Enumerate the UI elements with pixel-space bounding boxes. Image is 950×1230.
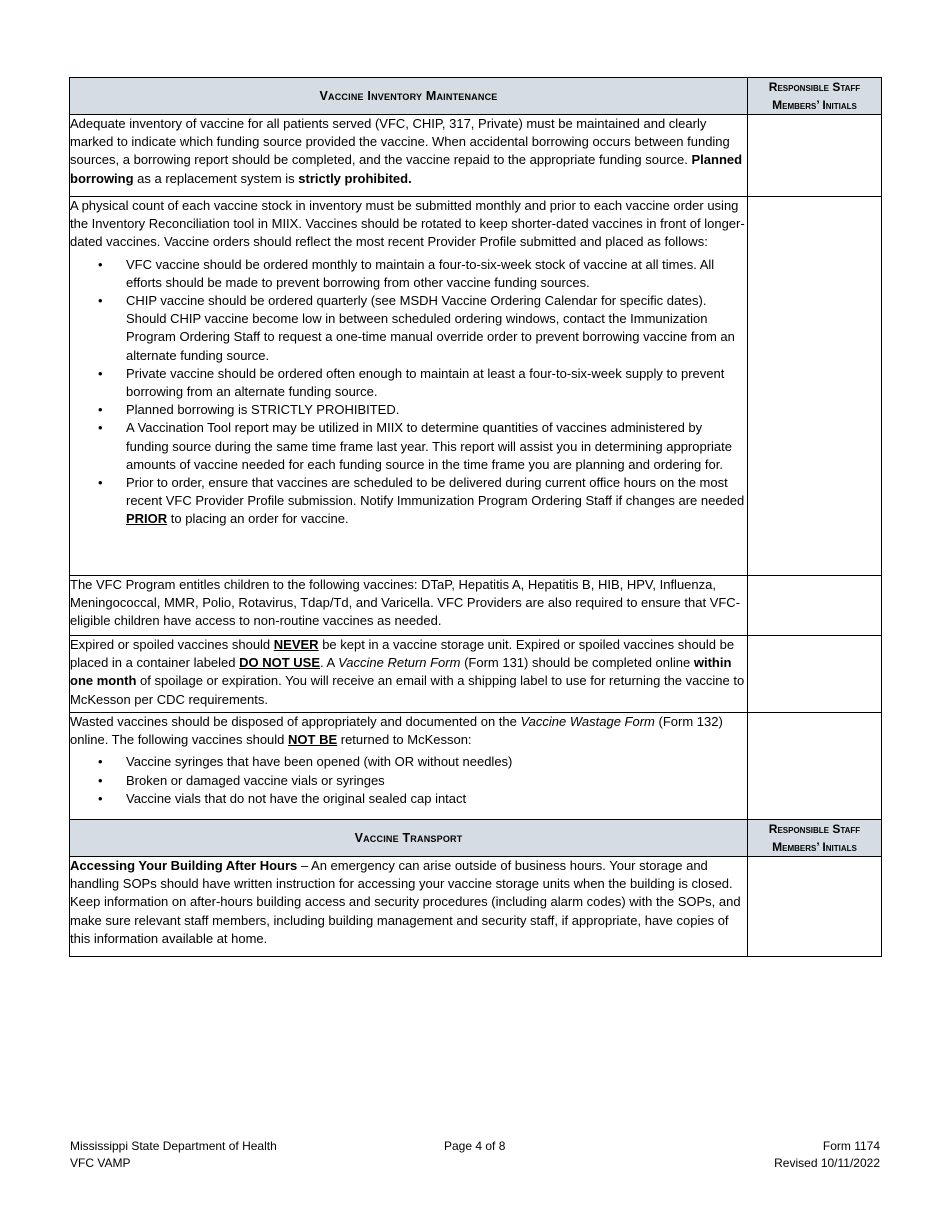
requirement-text: Adequate inventory of vaccine for all patients served (VFC, CHIP, 317, Private) must be maintained and clearly marked to indicate which funding source provided the vaccine. When accidental borrowing occurs between funding sources, a borrowing report should be completed, and the vaccine repaid to the appropriate funding source. Planned borrowing as a replacement system is strictly prohibited. (70, 115, 748, 197)
initials-column-header: Responsible Staff Members’ Initials (748, 820, 882, 857)
table-row (70, 857, 882, 957)
requirement-text: Accessing Your Building After Hours – An emergency can arise outside of business hours. Your storage and handling SOPs should have written instruction for accessing your vaccine storage units when the building is closed. Keep information on after-hours building access and security procedures (including alarm codes) with the SOPs, and make sure relevant staff members, including building management and security staff, if appropriate, have copies of this information available at home. (70, 857, 748, 957)
footer-right (774, 1138, 880, 1172)
ordering-bullet-list (70, 256, 747, 529)
list-item: • Private vaccine should be ordered often enough to maintain at least a four-to-six-week supply to prevent borrowing from an alternate funding source. (98, 365, 725, 400)
revision-date: Revised 10/11/2022 (774, 1156, 880, 1170)
initials-cell[interactable] (748, 636, 882, 713)
initials-column-header: Responsible Staff Members’ Initials (748, 78, 882, 115)
list-item: • CHIP vaccine should be ordered quarterly (see MSDH Vaccine Ordering Calendar for specific dates). Should CHIP vaccine become low in between scheduled ordering windows, contact the Immunization Program Ordering Staff to request a one-time manual override order to prevent borrowing vaccine from an alternate funding source. (98, 293, 735, 363)
requirement-text: The VFC Program entitles children to the following vaccines: DTaP, Hepatitis A, Hepatitis B, HIB, HPV, Influenza, Meningococcal, MMR, Polio, Rotavirus, Tdap/Td, and Varicella. VFC Providers are also required to ensure that VFC-eligible children have access to non-routine vaccines as needed. (70, 576, 748, 636)
list-item: • Vaccine vials that do not have the original sealed cap intact (98, 790, 467, 806)
wastage-bullet-list (70, 753, 747, 808)
initials-cell[interactable] (748, 713, 882, 820)
table-row (70, 115, 882, 197)
section-header-row (70, 78, 882, 115)
checklist-table (69, 77, 882, 957)
form-number: Form 1174 (822, 1139, 880, 1153)
footer-org: Mississippi State Department of Health (70, 1139, 277, 1153)
list-item: • VFC vaccine should be ordered monthly to maintain a four-to-six-week stock of vaccine at all times. All efforts should be made to prevent borrowing from other vaccine funding sources. (98, 256, 715, 290)
list-item: • A Vaccination Tool report may be utilized in MIIX to determine quantities of vaccines administered by funding source during the same time frame last year. This report will assist you in determining appropriate amounts of vaccine needed for each funding source in the time frame you are planning and ordering for. (98, 420, 732, 472)
initials-cell[interactable] (748, 576, 882, 636)
list-item: • Prior to order, ensure that vaccines are scheduled to be delivered during current office hours on the most recent VFC Provider Profile submission. Notify Immunization Program Ordering Staff if changes are needed PRIOR to placing an order for vaccine. (98, 475, 745, 527)
requirement-text: Wasted vaccines should be disposed of appropriately and documented on the Vaccine Wastage Form (Form 132) online. The following vaccines should NOT BE returned to McKesson: • Vaccine syringes that have been opened (with OR without needles) • Broken or damaged vaccine vials or syringes • Vaccine vials that do not have the original sealed cap intact (70, 713, 748, 820)
table-row (70, 576, 882, 636)
table-row (70, 713, 882, 820)
footer-program: VFC VAMP (70, 1156, 131, 1170)
requirement-text: Expired or spoiled vaccines should NEVER be kept in a vaccine storage unit. Expired or spoiled vaccines should be placed in a container labeled DO NOT USE. A Vaccine Return Form (Form 131) should be completed online within one month of spoilage or expiration. You will receive an email with a shipping label to use for returning the vaccine to McKesson per CDC requirements. (70, 636, 748, 713)
list-item: • Planned borrowing is STRICTLY PROHIBITED. (98, 402, 400, 418)
section-header-row (70, 820, 882, 857)
page-number: Page 4 of 8 (444, 1139, 506, 1153)
initials-cell[interactable] (748, 197, 882, 576)
list-item: • Broken or damaged vaccine vials or syringes (98, 772, 385, 788)
footer-left (70, 1138, 277, 1172)
section-title: Vaccine Inventory Maintenance (70, 78, 748, 115)
list-item: • Vaccine syringes that have been opened (with OR without needles) (98, 754, 513, 770)
initials-cell[interactable] (748, 857, 882, 957)
initials-cell[interactable] (748, 115, 882, 197)
section-title: Vaccine Transport (70, 820, 748, 857)
table-row (70, 197, 882, 576)
requirement-text: A physical count of each vaccine stock in inventory must be submitted monthly and prior to each vaccine order using the Inventory Reconciliation tool in MIIX. Vaccines should be rotated to keep shorter-dated vaccines in front of longer-dated vaccines. Vaccine orders should reflect the most recent Provider Profile submitted and placed as follows: • VFC vaccine should be ordered monthly to maintain a four-to-six-week stock of vaccine at all times. All efforts should be made to prevent borrowing from other vaccine funding sources. • CHIP vaccine should be ordered quarterly (see MSDH Vaccine Ordering Calendar for specific dates). Should CHIP vaccine become low in between scheduled ordering windows, contact the Immunization Program Ordering Staff to request a one-time manual override order to prevent borrowing vaccine from an alternate funding source. • Private vaccine should be ordered often enough to maintain at least a four-to-six-week supply to prevent borrowing from an alternate funding source. • Planned borrowing is STRICTLY PROHIBITED. • A Vaccination Tool report may be utilized in MIIX to determine quantities of vaccines administered by funding source during the same time frame last year. This report will assist you in determining appropriate amounts of vaccine needed for each funding source in the time frame you are planning and ordering for. • Prior to order, ensure that vaccines are scheduled to be delivered during current office hours on the most recent VFC Provider Profile submission. Notify Immunization Program Ordering Staff if changes are needed PRIOR to placing an order for vaccine. (70, 197, 748, 576)
table-row (70, 636, 882, 713)
